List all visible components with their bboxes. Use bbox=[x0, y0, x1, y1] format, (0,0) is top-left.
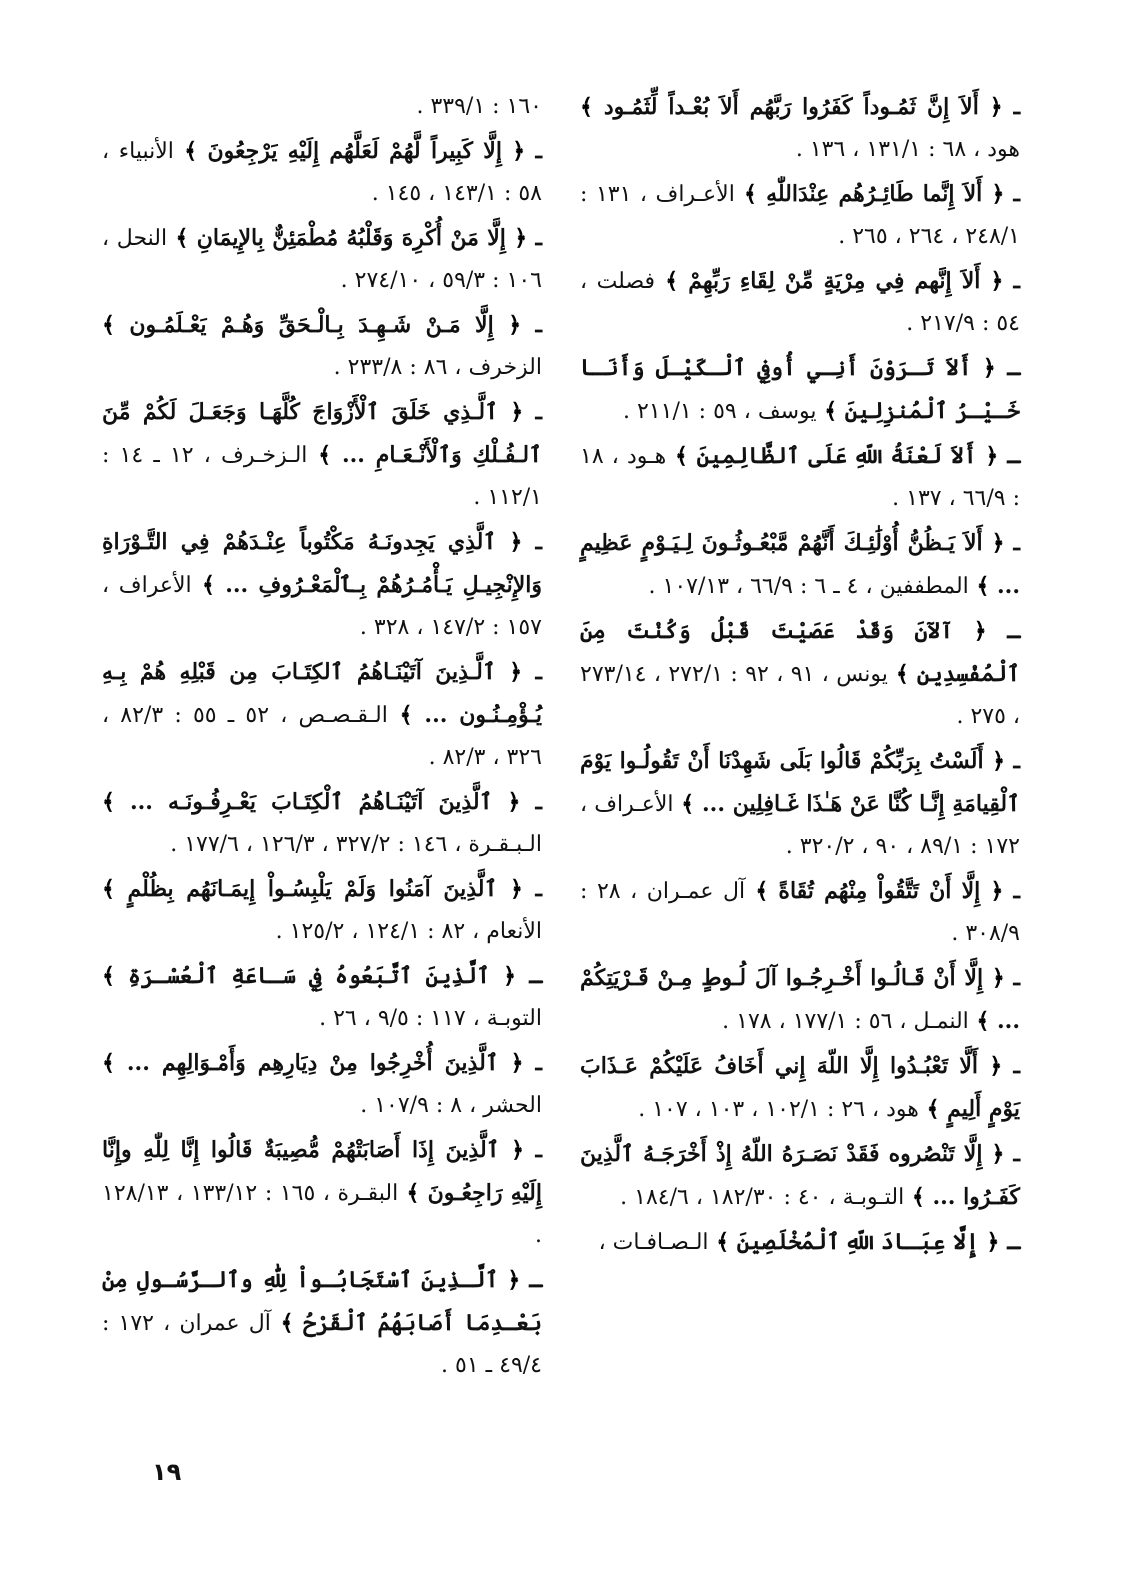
index-entry-continuation bbox=[102, 86, 542, 128]
index-entry: ـ ﴿ ٱلَّذِينَ آمَنُوا وَلَمْ يَلْبِسُـواْ إِيمَـانَهُم بِظُلْمٍ ﴾ الأنعام ، ٨٢ : ١٢٤/١ ، ١٢٥/٢ . bbox=[102, 876, 542, 944]
reference-text: فصلت ، ٥٤ : ٢١٧/٩ . bbox=[580, 269, 1020, 336]
reference-text: النمـل ، ٥٦ : ١٧٧/١ ، ١٧٨ . bbox=[722, 1009, 969, 1034]
reference-text: التوبـة ، ١١٧ : ٩/٥ ، ٢٦ . bbox=[319, 1006, 542, 1031]
verse-text: إِلَّا كَبِيراً لَّهُمْ لَعَلَّهُم إِلَيْهِ يَرْجِعُونَ bbox=[207, 138, 502, 164]
reference-text: آل عمـران ، ٢٨ : ٣٠٨/٩ . bbox=[580, 879, 1020, 946]
verse-text: أَلَّا تَعْبُـدُوا إِلَّا اللّهَ إِني أَخَافُ عَلَيْكُمْ عَـذَابَ يَوْمٍ أَلِيمٍ bbox=[580, 1053, 1020, 1122]
index-entry: ـ ﴿ أَلاَ إِنَّ ثَمُـوداً كَفَرُوا رَبَّهُم أَلاَ بُعْـداً لِّثَمُـود ﴾ هود ، ٦٨ : ١٣١/١ ، ١٣٦ . bbox=[580, 94, 1021, 162]
reference-text: الزخرف ، ٨٦ : ٢٣٣/٨ . bbox=[333, 355, 542, 380]
index-entry: ـ ﴿ ٱلَّـذِي خَلَقَ ٱلْأَزْوَاجَ كُلَّهَـا وَجَعَـلَ لَكُمْ مِّنَ ٱلـفُـلْكِ وَٱلْأَنْـعَـامِ ... ﴾ الـزخـرف ، ١٢ ـ ١٤ : ١١٢/١ . bbox=[102, 399, 542, 510]
verse-text: آلآنَ وَقَدْ عَصَيْتَ قَبْلُ وَكُنْتَ مِنَ ٱلْمُفْسِدِين bbox=[580, 618, 1020, 687]
index-entry: ـ ﴿ إِلَّا أَنْ قَـالُـوا أَخْـرِجُـوا آلَ لُـوطٍ مِـنْ قَـرْيَتِكُمْ ... ﴾ النمـل ، ٥٦ : ١٧٧/١ ، ١٧٨ . bbox=[580, 965, 1020, 1034]
index-entry: ـ ﴿ إِلَّا مَـنْ شَـهِـدَ بِـالْـحَقِّ وَهُـمْ يَعْـلَمُـون ﴾ الزخرف ، ٨٦ : ٢٣٣/٨ . bbox=[102, 312, 542, 380]
verse-text: ٱلَّذِينَ ٱتَّبَعُوهُ فِي سَـاعَةِ ٱلْعُسْـرَةِ bbox=[128, 963, 490, 989]
index-entry: ـ ﴿ أَلاَ إِنَّما طَائِـرُهُم عِنْدَاللّٰهِ ﴾ الأعـراف ، ١٣١ : ٢٤٨/١ ، ٢٦٤ ، ٢٦٥ . bbox=[580, 181, 1020, 249]
reference-text: الأنعام ، ٨٢ : ١٢٤/١ ، ١٢٥/٢ . bbox=[275, 919, 542, 944]
verse-text: ٱلَّذِينَ آمَنُوا وَلَمْ يَلْبِسُـواْ إِيمَـانَهُم بِظُلْمٍ bbox=[127, 876, 498, 902]
verse-text: ٱلَّذِي يَجِدونَـهُ مَكْتُوباً عِنْـدَهُمْ فِي التَّـوْرَاةِ وَالإِنْجِيـلِ يَـأْمُـرُهُمْ بِـٱلْمَعْـرُوفِ ... bbox=[102, 529, 543, 598]
reference-text: آل عمران ، ١٧٢ : ٤٩/٤ ـ ٥١ . bbox=[102, 1311, 542, 1378]
reference-text: الأعـراف ، ١٣١ : ٢٤٨/١ ، ٢٦٤ ، ٢٦٥ . bbox=[580, 182, 1020, 249]
reference-text: الأعراف ، ١٥٧ : ١٤٧/٢ ، ٣٢٨ . bbox=[102, 573, 542, 640]
reference-text: الأعـراف ، ١٧٢ : ٨٩/١ ، ٩٠ ، ٣٢٠/٢ . bbox=[580, 792, 1020, 859]
reference-text: الـقـصـص ، ٥٢ ـ ٥٥ : ٨٢/٣ ، ٣٢٦ ، ٨٢/٣ . bbox=[102, 703, 542, 770]
verse-text: إِلَّا تَنْصُروه فَقَدْ نَصَـرَهُ اللّهُ إِذْ أَخْرَجَـهُ ٱلَّذِينَ كَفَـرُوا ... bbox=[580, 1141, 1020, 1210]
index-entry: ـ ﴿ ٱلَّذِينَ أُخْرِجُوا مِنْ دِيَارِهِم وَأَمْـوَالِهِم ... ﴾ الحشر ، ٨ : ١٠٧/٩ . bbox=[102, 1050, 542, 1118]
index-entry: ـ ﴿ ٱلَّذِينَ آتَيْنَـاهُمُ ٱلْكِتَـابَ يَعْـرِفُـونَـه ... ﴾ الـبـقـرة ، ١٤٦ : ٣٢٧/٢ ، ١٢٦/٣ ، ١٧٧/٦ . bbox=[102, 789, 542, 857]
reference-text: الـصـافـات ، bbox=[598, 1230, 709, 1255]
index-entry: ـ ﴿ ٱلَّذِينَ إِذَا أَصَابَتْهُمْ مُّصِيبَةٌ قَالُوا إِنَّا لِلّٰهِ وإِنَّا إِلَيْهِ رَاجِعُـونَ ﴾ البقـرة ، ١٦٥ : ١٣٣/١٢ ، ١٢٨/١٣ . bbox=[102, 1137, 542, 1248]
verse-text: ٱلَّذِينَ أُخْرِجُوا مِنْ دِيَارِهِم وَأَمْـوَالِهِم ... bbox=[126, 1050, 499, 1076]
verse-text: أَلَسْتُ بِرَبِّكُمْ قَالُوا بَلَى شَهِدْنَا أَنْ تَقُولُـوا يَوْمَ ٱلْقِيامَةِ إِنَّـا كُنَّا عَنْ هَـٰذَا غَـافِلِين ... bbox=[580, 748, 1020, 817]
verse-text: ٱلَّـذِينَ ٱسْتَجَابُـواْ لِلّٰهِ وٱلـرَّسُـولِ مِنْ بَعْـدِمَا أَصَابَهُمُ ٱلْقَرْحُ bbox=[102, 1267, 542, 1336]
reference-text: هود ، ٢٦ : ١٠٢/١ ، ١٠٣ ، ١٠٧ . bbox=[638, 1097, 919, 1122]
index-entry: ـ ﴿ أَلاَ يَـظُنُّ أُوْلَٰئِـكَ أَنَّهُمْ مَّبْعُـوثُـونَ لِـيَـوْمٍ عَظِيمٍ ... ﴾ المطففين ، ٤ ـ ٦ : ٦٦/٩ ، ١٠٧/١٣ . bbox=[580, 530, 1020, 599]
index-entry: ـ ﴿ إِلَّا عِبَـادَ اللّهِ ٱلْمُخْلَصِينَ ﴾ الـصـافـات ، bbox=[598, 1229, 1020, 1255]
verse-text: أَلاَ إِنَّ ثَمُـوداً كَفَرُوا رَبَّهُم أَلاَ بُعْـداً لِّثَمُـود bbox=[603, 94, 979, 120]
reference-text: الأنبياء ، ٥٨ : ١٤٣/١ ، ١٤٥ . bbox=[102, 139, 542, 206]
index-entry: ـ ﴿ ٱلَّـذِينَ آتَيْنَـاهُمُ ٱلكِتَـابَ مِن قَبْلِهِ هُمْ بِـهِ يُـؤْمِـنُـون ... ﴾ الـقـصـص ، ٥٢ ـ ٥٥ : ٨٢/٣ ، ٣٢٦ ، ٨٢/٣ . bbox=[102, 659, 542, 770]
verse-text: ٱلَّذِينَ آتَيْنَـاهُمُ ٱلْكِتَـابَ يَعْـرِفُـونَـه ... bbox=[129, 789, 493, 815]
reference-text: الـبـقـرة ، ١٤٦ : ٣٢٧/٢ ، ١٢٦/٣ ، ١٧٧/٦ . bbox=[170, 832, 542, 857]
verse-text: أَلاَ إِنَّهم فِي مِرْيَةٍ مِّنْ لِقَاءِ رَبِّهِمْ bbox=[688, 268, 981, 294]
reference-text: هـود ، ١٨ : ٦٦/٩ ، ١٣٧ . bbox=[580, 444, 1020, 511]
verse-text: ٱلَّـذِي خَلَقَ ٱلْأَزْوَاجَ كُلَّهَـا وَجَعَـلَ لَكُمْ مِّنَ ٱلـفُـلْكِ وَٱلْأَنْـعَـامِ ... bbox=[102, 399, 542, 468]
verse-text: إِلَّا عِبَـادَ اللّهِ ٱلْمُخْلَصِينَ bbox=[736, 1229, 979, 1255]
index-entry: ـ ﴿ ٱلَّـذِينَ ٱسْتَجَابُـواْ لِلّٰهِ وٱلـرَّسُـولِ مِنْ بَعْـدِمَا أَصَابَهُمُ ٱلْقَرْحُ ﴾ آل عمران ، ١٧٢ : ٤٩/٤ ـ ٥١ . bbox=[102, 1267, 543, 1378]
left-column bbox=[102, 86, 542, 1389]
verse-text: إِلَّا مَـنْ شَـهِـدَ بِـالْـحَقِّ وَهُـمْ يَعْـلَمُـون bbox=[129, 312, 494, 338]
right-column bbox=[580, 86, 1020, 1266]
index-entry: ـ ﴿ أَلاَ لَعْنَةُ اللّهِ عَلَى ٱلظَّالِمِينَ ﴾ هـود ، ١٨ : ٦٦/٩ ، ١٣٧ . bbox=[580, 443, 1020, 511]
index-entry: ـ ﴿ ٱلَّذِي يَجِدونَـهُ مَكْتُوباً عِنْـدَهُمْ فِي التَّـوْرَاةِ وَالإِنْجِيـلِ يَـأْمُـرُهُمْ بِـٱلْمَعْـرُوفِ ... ﴾ الأعراف ، ١٥٧ : ١٤٧/٢ ، ٣٢٨ . bbox=[102, 529, 543, 640]
reference-text: هود ، ٦٨ : ١٣١/١ ، ١٣٦ . bbox=[795, 137, 1020, 162]
reference-text: ١٦٠ : ٣٣٩/١ . bbox=[416, 94, 542, 119]
reference-text: يونس ، ٩١ ، ٩٢ : ٢٧٢/١ ، ٢٧٣/١٤ ، ٢٧٥ . bbox=[580, 662, 1020, 729]
index-entry: ـ ﴿ أَلَّا تَعْبُـدُوا إِلَّا اللّهَ إِني أَخَافُ عَلَيْكُمْ عَـذَابَ يَوْمٍ أَلِيمٍ ﴾ هود ، ٢٦ : ١٠٢/١ ، ١٠٣ ، ١٠٧ . bbox=[580, 1053, 1020, 1122]
reference-text: النحل ، ١٠٦ : ٥٩/٣ ، ٢٧٤/١٠ . bbox=[102, 226, 542, 293]
index-entry: ـ ﴿ أَلاَ تَـرَوْنَ أَنِـي أُوفِي ٱلْـكَيْـلَ وَأَنَـا خَـيْـرُ ٱلْمُنزِلِينَ ﴾ يوسف ، ٥٩ : ٢١١/١ . bbox=[580, 355, 1020, 424]
verse-text: إِلَّا أَنْ تَتَّقُواْ مِنْهُم تُقَاةً bbox=[778, 878, 981, 904]
reference-text: البقـرة ، ١٦٥ : ١٣٣/١٢ ، ١٢٨/١٣ . bbox=[102, 1181, 542, 1248]
reference-text: الحشر ، ٨ : ١٠٧/٩ . bbox=[360, 1093, 542, 1118]
reference-text: المطففين ، ٤ ـ ٦ : ٦٦/٩ ، ١٠٧/١٣ . bbox=[648, 574, 969, 599]
verse-text: أَلاَ لَعْنَةُ اللّهِ عَلَى ٱلظَّالِمِينَ bbox=[696, 443, 977, 469]
reference-text: الـزخـرف ، ١٢ ـ ١٤ : ١١٢/١ . bbox=[102, 443, 542, 510]
page-number: ١٩ bbox=[152, 1458, 182, 1486]
index-entry: ـ ﴿ أَلاَ إِنَّهم فِي مِرْيَةٍ مِّنْ لِقَاءِ رَبِّهِمْ ﴾ فصلت ، ٥٤ : ٢١٧/٩ . bbox=[580, 268, 1020, 336]
verse-text: ٱلَّـذِينَ آتَيْنَـاهُمُ ٱلكِتَـابَ مِن قَبْلِهِ هُمْ بِـهِ يُـؤْمِـنُـون ... bbox=[102, 659, 542, 728]
index-entry: ـ ﴿ أَلَسْتُ بِرَبِّكُمْ قَالُوا بَلَى شَهِدْنَا أَنْ تَقُولُـوا يَوْمَ ٱلْقِيامَةِ إِنَّـا كُنَّا عَنْ هَـٰذَا غَـافِلِين ... ﴾ الأعـراف ، ١٧٢ : ٨٩/١ ، ٩٠ ، ٣٢٠/٢ . bbox=[580, 748, 1021, 859]
reference-text: يوسف ، ٥٩ : ٢١١/١ . bbox=[623, 399, 817, 424]
verse-text: أَلاَ يَـظُنُّ أُوْلَٰئِـكَ أَنَّهُمْ مَّبْعُـوثُـونَ لِـيَـوْمٍ عَظِيمٍ ... bbox=[580, 530, 1020, 599]
verse-text: ٱلَّذِينَ إِذَا أَصَابَتْهُمْ مُّصِيبَةٌ قَالُوا إِنَّا لِلّٰهِ وإِنَّا إِلَيْهِ رَاجِعُـونَ bbox=[102, 1137, 542, 1206]
index-entry: ـ ﴿ إِلَّا أَنْ تَتَّقُواْ مِنْهُم تُقَاةً ﴾ آل عمـران ، ٢٨ : ٣٠٨/٩ . bbox=[580, 878, 1020, 946]
reference-text: التـوبـة ، ٤٠ : ١٨٢/٣٠ ، ١٨٤/٦ . bbox=[620, 1185, 905, 1210]
verse-text: أَلاَ تَـرَوْنَ أَنِـي أُوفِي ٱلْـكَيْـلَ وَأَنَـا خَـيْـرُ ٱلْمُنزِلِينَ bbox=[580, 355, 1020, 424]
index-entry: ـ ﴿ إِلَّا كَبِيراً لَّهُمْ لَعَلَّهُم إِلَيْهِ يَرْجِعُونَ ﴾ الأنبياء ، ٥٨ : ١٤٣/١ ، ١٤٥ . bbox=[102, 138, 542, 206]
verse-text: إِلَّا مَنْ أُكْرِهَ وَقَلْبُهُ مُطْمَئِنٌّ بِالإِيمَانِ bbox=[196, 225, 506, 251]
index-entry: ـ ﴿ ٱلَّذِينَ ٱتَّبَعُوهُ فِي سَـاعَةِ ٱلْعُسْـرَةِ ﴾ التوبـة ، ١١٧ : ٩/٥ ، ٢٦ . bbox=[102, 963, 542, 1031]
verse-text: أَلاَ إِنَّما طَائِـرُهُم عِنْدَاللّٰهِ bbox=[766, 181, 983, 207]
index-entry: ـ ﴿ إِلَّا مَنْ أُكْرِهَ وَقَلْبُهُ مُطْمَئِنٌّ بِالإِيمَانِ ﴾ النحل ، ١٠٦ : ٥٩/٣ ، ٢٧٤/١٠ . bbox=[102, 225, 542, 293]
index-entry: ـ ﴿ آلآنَ وَقَدْ عَصَيْتَ قَبْلُ وَكُنْتَ مِنَ ٱلْمُفْسِدِين ﴾ يونس ، ٩١ ، ٩٢ : ٢٧٢/١ ، ٢٧٣/١٤ ، ٢٧٥ . bbox=[580, 618, 1020, 729]
verse-text: إِلَّا أَنْ قَـالُـوا أَخْـرِجُـوا آلَ لُـوطٍ مِـنْ قَـرْيَتِكُمْ ... bbox=[580, 965, 1020, 1034]
index-entry: ـ ﴿ إِلَّا تَنْصُروه فَقَدْ نَصَـرَهُ اللّهُ إِذْ أَخْرَجَـهُ ٱلَّذِينَ كَفَـرُوا ... ﴾ التـوبـة ، ٤٠ : ١٨٢/٣٠ ، ١٨٤/٦ . bbox=[580, 1141, 1020, 1210]
